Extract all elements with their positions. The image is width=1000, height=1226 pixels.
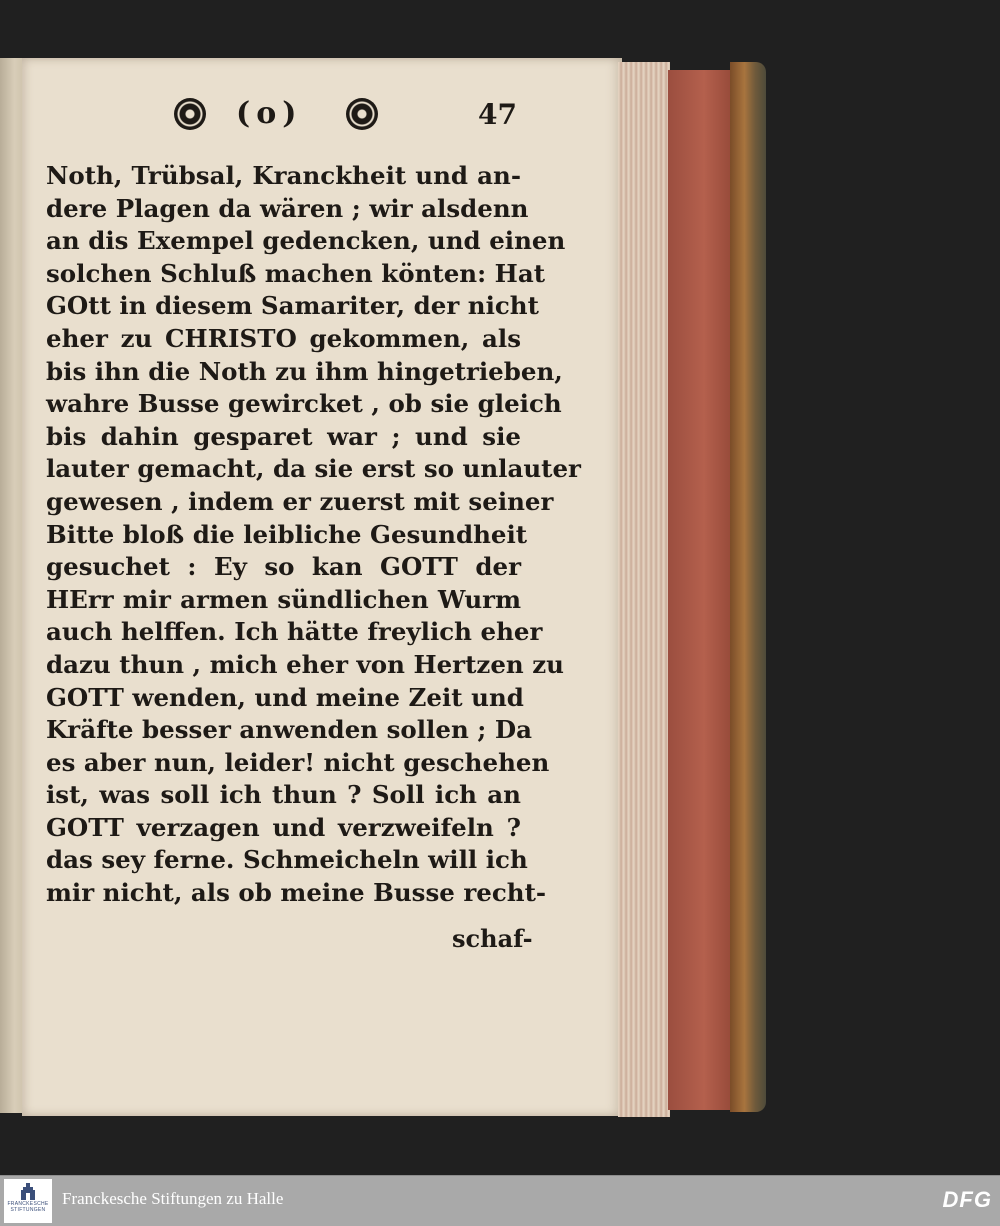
text-line: wahre Busse gewircket , ob sie gleich [46, 389, 562, 419]
text-line: Bitte bloß die leibliche Gesundheit [46, 519, 528, 549]
logo-text-line-1: FRANCKESCHE [7, 1201, 49, 1207]
catchword: schaf- [452, 924, 533, 953]
franckesche-stiftungen-logo-icon [21, 1183, 35, 1201]
page-text [46, 160, 581, 910]
institution-logo[interactable] [4, 1179, 52, 1223]
institution-name[interactable]: Franckesche Stiftungen zu Halle [62, 1189, 284, 1208]
page-edges [618, 62, 670, 1117]
text-line: dere Plagen da wären ; wir alsdenn [46, 193, 529, 223]
text-line: mir nicht, als ob meine Busse recht- [46, 878, 547, 908]
text-line: GOTT verzagen und verzweifeln ? [46, 812, 521, 842]
page-number: 47 [478, 98, 517, 131]
text-line: das sey ferne. Schmeicheln will ich [46, 845, 528, 875]
logo-text-line-2: STIFTUNGEN [10, 1207, 46, 1213]
text-line: HErr mir armen sündlichen Wurm [46, 584, 521, 614]
rosette-icon [174, 98, 206, 130]
text-line: Kräfte besser anwenden sollen ; Da [46, 715, 532, 745]
text-line: dazu thun , mich eher von Hertzen zu [46, 649, 564, 679]
book-cover [730, 62, 766, 1112]
text-line: an dis Exempel gedencken, und einen [46, 226, 566, 256]
text-line: gesuchet : Ey so kan GOTT der [46, 552, 521, 582]
dfg-logo[interactable]: DFG [942, 1187, 992, 1212]
text-line: lauter gemacht, da sie erst so unlauter [46, 454, 581, 484]
text-line: solchen Schluß machen könten: Hat [46, 258, 546, 288]
text-line: eher zu CHRISTO gekommen, als [46, 323, 521, 353]
text-line: ist, was soll ich thun ? Soll ich an [46, 780, 521, 810]
text-line: gewesen , indem er zuerst mit seiner [46, 486, 554, 516]
text-line: Noth, Trübsal, Kranckheit und an- [46, 161, 521, 190]
signature-mark: (o) [236, 96, 303, 131]
text-line: bis ihn die Noth zu ihm hingetrieben, [46, 356, 563, 386]
text-line: bis dahin gesparet war ; und sie [46, 421, 521, 451]
text-line: auch helffen. Ich hätte freylich eher [46, 617, 543, 647]
text-line: GOTT wenden, und meine Zeit und [46, 682, 524, 712]
page-header [170, 96, 520, 136]
footer-bar [0, 1175, 1000, 1226]
text-line: es aber nun, leider! nicht geschehen [46, 747, 550, 777]
rosette-icon [346, 98, 378, 130]
text-line: GOtt in diesem Samariter, der nicht [46, 291, 539, 321]
